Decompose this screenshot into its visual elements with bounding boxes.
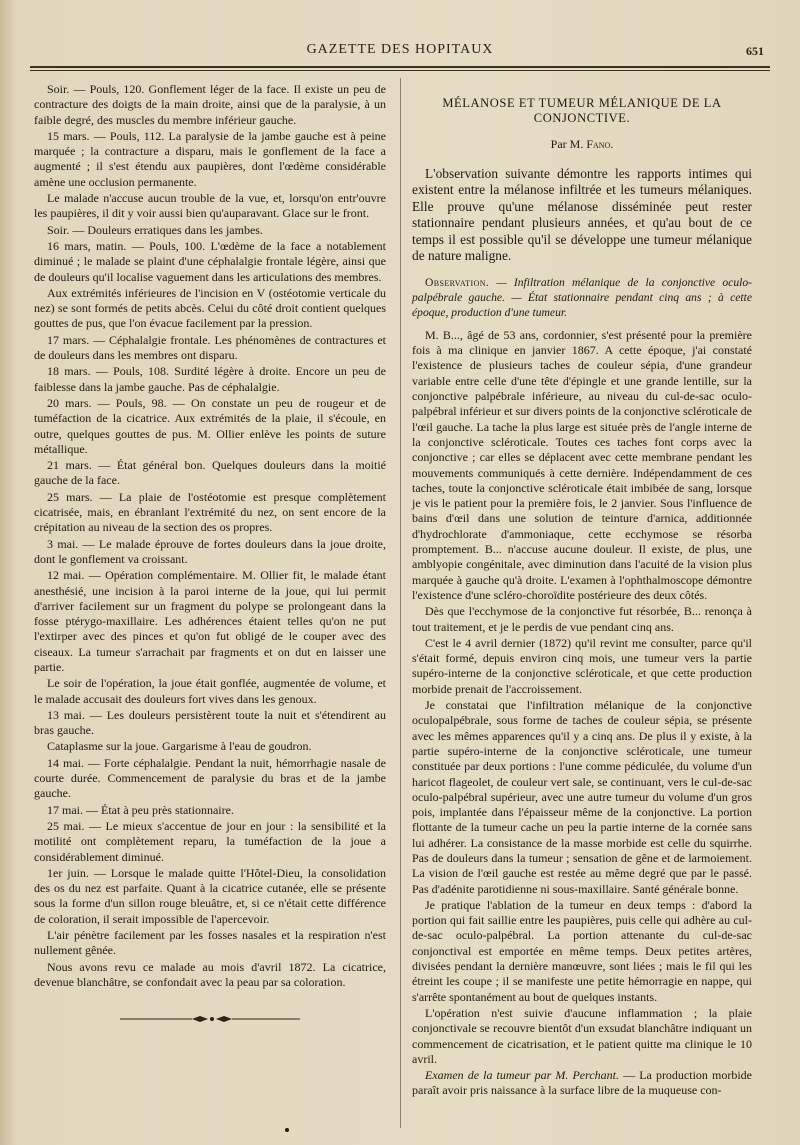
left-paragraph: 25 mars. — La plaie de l'ostéotomie est presque complètement cicatrisée, mais, en ébranlant l'extrémité du nez, on sent encore de la crépitation au niveau de la section des os propres. bbox=[34, 489, 386, 535]
running-title: GAZETTE DES HOPITAUX bbox=[306, 42, 494, 57]
header-rule-thin bbox=[30, 70, 770, 71]
observation-label: Observation. bbox=[425, 275, 490, 289]
left-paragraph: 25 mai. — Le mieux s'accentue de jour en jour : la sensibilité et la motilité ont complètement reparu, la tuméfaction de la joue a considérablement diminué. bbox=[34, 818, 386, 864]
left-paragraph: 14 mai. — Forte céphalalgie. Pendant la nuit, hémorrhagie nasale de courte durée. Commencement de paralysie du bras et de la jambe gauche. bbox=[34, 755, 386, 801]
left-paragraph: 3 mai. — Le malade éprouve de fortes douleurs dans la joue droite, dont le gonflement va croissant. bbox=[34, 536, 386, 566]
left-paragraph: Soir. — Douleurs erratiques dans les jambes. bbox=[47, 222, 263, 237]
left-paragraph: L'air pénètre facilement par les fosses nasales et la respiration n'est nullement gênée. bbox=[34, 928, 386, 958]
left-paragraph: 12 mai. — Opération complémentaire. M. Ollier fit, le malade étant anesthésié, une incision à la paroi interne de la joue, qui lui permit d'arriver facilement sur un fragment du polype se prolongeant dans la fosse ptérygo-maxillaire. Les adhérences étaient telles qu'on ne put l'extirper avec des pinces et qu'on fut obligé de le couper avec des ciseaux. La tumeur s'arrachait par fragments et on dut en laisser une partie. bbox=[34, 568, 386, 674]
left-paragraph: Le malade n'accuse aucun trouble de la vue, et, lorsqu'on entr'ouvre les paupières, il dit y voir aussi bien qu'auparavant. Glace sur le front. bbox=[34, 191, 386, 221]
left-paragraph: 21 mars. — État général bon. Quelques douleurs dans la moitié gauche de la face. bbox=[34, 458, 386, 488]
left-paragraph: Nous avons revu ce malade au mois d'avril 1872. La cicatrice, devenue blanchâtre, se confondait avec la peau par sa coloration. bbox=[34, 959, 386, 989]
observation-heading bbox=[412, 275, 752, 320]
left-paragraph: Cataplasme sur la joue. Gargarisme à l'eau de goudron. bbox=[47, 739, 312, 754]
right-paragraph: C'est le 4 avril dernier (1872) qu'il revint me consulter, parce qu'il s'était formé, depuis environ cinq mois, une tumeur vers la partie supéro-interne de la conjonctive scléroticale, et que cette production morbide prenait de l'accroissement. bbox=[412, 635, 752, 696]
byline-author: Fano. bbox=[586, 136, 614, 151]
header-rule-thick bbox=[30, 66, 770, 68]
left-paragraph: 17 mars. — Céphalalgie frontale. Les phénomènes de contractures et de douleurs dans les membres ont disparu. bbox=[34, 332, 386, 363]
left-paragraph: 13 mai. — Les douleurs persistèrent toute la nuit et s'étendirent au bras gauche. bbox=[34, 707, 386, 738]
right-last-paragraph bbox=[412, 1068, 752, 1099]
right-paragraph: Dès que l'ecchymose de la conjonctive fut résorbée, B... renonça à tout traitement, et je le perdis de vue pendant cinq ans. bbox=[412, 604, 752, 634]
left-column bbox=[34, 82, 386, 1024]
byline-prefix: Par M. bbox=[550, 136, 584, 151]
left-paragraph: Le soir de l'opération, la joue était gonflée, augmentée de volume, et le malade accusait des douleurs fort vives dans les genoux. bbox=[34, 676, 386, 706]
right-column bbox=[412, 82, 752, 1099]
page-header bbox=[30, 30, 770, 70]
page-number: 651 bbox=[746, 44, 764, 58]
left-paragraph: Soir. — Pouls, 120. Gonflement léger de la face. Il existe un peu de contracture des doigts de la main droite, ainsi que de la paralysie, à un faible degré, des muscles du membre inférieur gauche. bbox=[34, 82, 386, 127]
left-paragraph: 16 mars, matin. — Pouls, 100. L'œdème de la face a notablement diminué ; le malade se plaint d'une céphalalgie frontale légère, ainsi que de douleurs qu'il localise vaguement dans les articulations des membres. bbox=[34, 238, 386, 284]
right-paragraph: M. B..., âgé de 53 ans, cordonnier, s'est présenté pour la première fois à ma clinique en janvier 1867. A cette époque, j'ai constaté l'existence de plusieurs taches de couleur sépia, d'une grandeur variable entre celle d'une tête d'épingle et une grande lentille, sur la conjonctive palpébrale inférieure, au niveau du cul-de-sac oculo-palpébral inférieur et sur divers points de la conjonctive scléroticale de l'œil gauche. La tache la plus large est située près de l'angle interne de la conjonctive scléroticale. Toutes ces taches font corps avec la conjonctive ; car elles se déplacent avec cette membrane pendant les mouvements communiqués à cette dernière. Indépendamment de ces taches, toute la conjonctive scléroticale était imbibée de sang, lorsque je vis le patient pour la première fois, le 2 janvier. Sous l'influence de bains d'œil dans une solution de teinture d'arnica, additionnée d'hydrochlorate d'ammoniaque, cette ecchymose se résorba promptement. B... n'accuse aucune douleur. Il existe, de plus, une amblyopie congénitale, avec diminution dans l'acuité de la vision plus marquée à gauche qu'à droite. L'examen à l'ophthalmoscope démontre l'existence d'une scléro-choroïdite postérieure des deux côtés. bbox=[412, 327, 752, 602]
article-title: MÉLANOSE ET TUMEUR MÉLANIQUE DE LA CONJONCTIVE. bbox=[442, 96, 722, 126]
right-paragraph: Je constatai que l'infiltration mélanique de la conjonctive oculopalpébrale, sous forme de taches de couleur sépia, se présente avec les mêmes apparences qu'il y a cinq ans. De plus il y existe, à la partie supéro-interne de la conjonctive scléroticale, une tumeur constituée par deux portions : l'une comme pédiculée, du volume d'un haricot flageolet, de couleur vert sale, se continuant, vers le cul-de-sac oculo-palpébral supérieur, avec une autre tumeur du volume d'un gros pois, implantée dans l'épaisseur même de la conjonctive. La portion flottante de la tumeur cache un peu la partie interne de la cornée sans lui adhérer. La consistance de la masse morbide est celle du squirrhe. Pas de douleurs dans la tumeur ; sensation de gêne et de larmoiement. La vision de l'œil gauche est restée au même degré que par le passé. Pas d'adénite parotidienne ni sous-maxillaire. Santé générale bonne. bbox=[412, 698, 752, 896]
observation-heading-text: — Infiltration mélanique de la conjonctive oculo-palpébrale gauche. — État stationnaire pendant cinq ans ; à cette époque, production d'une tumeur. bbox=[412, 275, 752, 319]
observation-heading-block bbox=[412, 275, 752, 320]
left-paragraph: 15 mars. — Pouls, 112. La paralysie de la jambe gauche est à peine marquée ; la contracture a disparu, mais le gonflement de la face a augmenté ; il s'est étendu aux paupières, dont l'œdème considérable amène une occlusion permanente. bbox=[34, 128, 386, 189]
exam-label: Examen de la tumeur par M. Perchant. bbox=[425, 1068, 620, 1083]
ink-blot bbox=[285, 1128, 289, 1132]
exam-text: — La production morbide paraît avoir pris naissance à la surface libre de la muqueuse con- bbox=[412, 1068, 753, 1098]
right-paragraph: L'opération n'est suivie d'aucune inflammation ; la plaie conjonctivale se recouvre bientôt d'un exsudat blanchâtre indiquant un commencement de cicatrisation, et le patient quitte ma clinique le 10 avril. bbox=[412, 1005, 752, 1066]
column-divider bbox=[400, 78, 401, 1128]
left-paragraph: 1er juin. — Lorsque le malade quitte l'Hôtel-Dieu, la consolidation des os du nez est parfaite. Quant à la cicatrice cutanée, elle se présente sous la forme d'un sillon rouge bleuâtre, et, si ce n'était cette différence de coloration, il serait impossible de l'apercevoir. bbox=[34, 865, 386, 926]
byline bbox=[412, 137, 752, 152]
left-paragraph: 18 mars. — Pouls, 108. Surdité légère à droite. Encore un peu de faiblesse dans la jambe gauche. Pas de céphalalgie. bbox=[34, 364, 386, 394]
lead-paragraph: L'observation suivante démontre les rapports intimes qui existent entre la mélanose infiltrée et les tumeurs mélaniques. Elle prouve qu'une mélanose disséminée peut rester stationnaire pendant plusieurs années, et qu'au bout de ce temps il est possible qu'il se développe une tumeur mélanique de nature maligne. bbox=[412, 165, 752, 264]
left-paragraph: 17 mai. — État à peu près stationnaire. bbox=[47, 802, 234, 817]
right-paragraph: Je pratique l'ablation de la tumeur en deux temps : d'abord la portion qui fait saillie entre les paupières, puis celle qui adhère au cul-de-sac oculo-palpébral. La portion attenante du cul-de-sac conjonctival est emportée en même temps. Deux petites artères, divisées pendant la dernière manœuvre, sont liées ; mais le fil qui les étreint les coupe ; il se manifeste une petite hémorragie en nappe, qui s'arrête spontanément au bout de quelques instants. bbox=[412, 897, 752, 1004]
left-paragraph: 20 mars. — Pouls, 98. — On constate un peu de rougeur et de tuméfaction de la cicatrice. Aux extrémités de la plaie, il s'écoule, en outre, quelques gouttes de pus. M. Ollier enlève les points de suture métallique. bbox=[34, 395, 386, 456]
end-ornament bbox=[120, 1014, 300, 1024]
lead-block bbox=[412, 166, 752, 265]
left-paragraph: Aux extrémités inférieures de l'incision en V (ostéotomie verticale du nez) se sont formés de petits abcès. Celui du côté droit contient quelques gouttes de pus, que l'on évacue facilement par la pression. bbox=[34, 285, 386, 331]
